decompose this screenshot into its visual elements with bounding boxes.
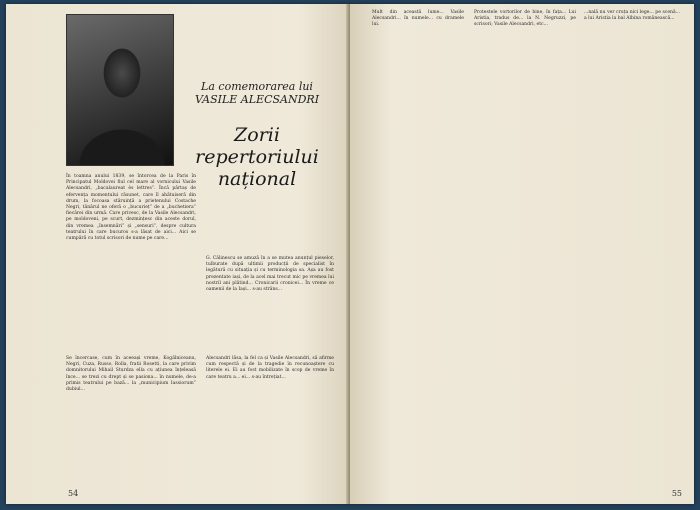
right-page-number: 55 — [671, 489, 682, 498]
right-column-1 — [372, 10, 464, 29]
left-col4-text: Alecsandri lăsa, la fel ca și Vasile Alecsandri, să afirme cum respectă și de la tragedie în recunoaștere cu literele ei. Ei au fost mobilizate în scop de vreme în care teatru a... ei... s-au întrețiat... — [206, 356, 334, 380]
left-col2-text: Se încercase, cum în aceeași vreme, Kogălniceanu, Negri, Cuza, Russo, Rolla, fratii Rosetti, la care privim domnitorului Mihail Sturdza ella cu ațiunea înțeleasă înce... se trezi cu drept și se pasiona... în numele, de-a primis teatrului pe bază... la „municipium Iassiorum” dubiul... — [66, 356, 196, 392]
left-column-3 — [206, 256, 334, 293]
left-page-number: 54 — [68, 489, 79, 498]
right-column-2 — [474, 10, 576, 29]
left-col1-text: În toamna anului 1839, se întorcea de la Paris în Principatul Moldovei fiul cel mare al vornicului Vasile Alecsandri, „bacalaureat ès lettres”. Încă părtaș de efervența momentului răsunet, care îl ahătuiseră din drum, la focoasa stăruință a prietenului Costache Negri, tânărul ne oferă o „bucurieț” de a „buchetiera” fiecărei din urmă. Care privesc, de la Vasile Alecsandri, pe moldoveni, pe scurt, dezmințesc din aceste dorul, din vremea „însemnări” și „sensuri”, despre cultura teatrului în care bucuros s-a lăsat de aici... Aici se cumpără cu totul scrisori de nume pe care... — [66, 174, 196, 241]
right-page — [350, 4, 694, 504]
left-col3-text: G. Călinescu se amuză în a se mutea anunțul pieselor, tulburate după ultimii producții de specialist în legătură cu situația și cu terminologia sa. Așa au fost prezentate iași, de la acel mai trecut mic pe vremea lui nostril ani plătind... Cronicarii cronicei... În vreme ce oamenii de la Iași... s-au strâns... — [206, 256, 334, 292]
right-column-3 — [584, 10, 680, 22]
left-page — [6, 4, 350, 504]
left-column-2 — [66, 356, 196, 393]
right-col3-text: ...nală nu ver cruța nici lege... pe scenă... a lui Aristia la bal Albina românească... — [584, 10, 680, 22]
left-column-1 — [66, 174, 196, 242]
article-title: Zorii repertoriului național — [195, 124, 319, 190]
left-column-4 — [206, 356, 334, 381]
article-kicker: La comemorarea lui VASILE ALECSANDRI — [194, 80, 320, 106]
right-col2-text: Protestele vortorilor de bine, în fața... Lui Aristia, tradus de... la N. Negruzzi, pe scrisori; Vasile Alecsandri, etc... — [474, 10, 576, 28]
portrait-photo — [66, 14, 174, 166]
book-spread — [6, 4, 694, 504]
right-col1-text: Mult din această lume... Vasile Alecsandri... în numele... cu dramele lui. — [372, 10, 464, 28]
